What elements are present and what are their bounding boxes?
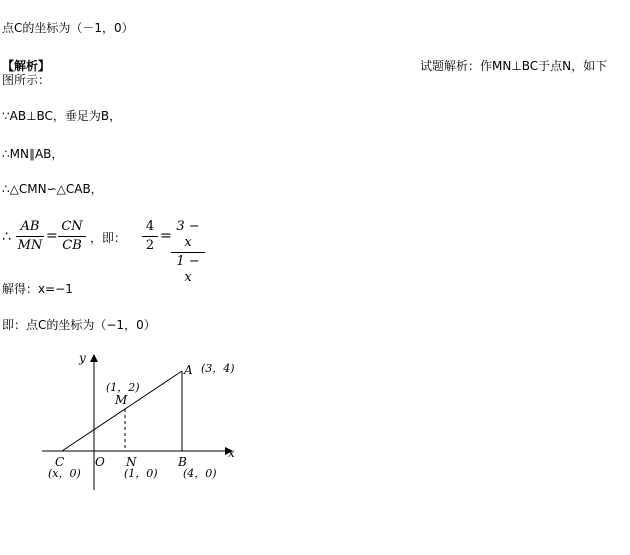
x-axis-label: x <box>228 446 235 460</box>
solution-line: 解得：x=−1 <box>2 282 73 296</box>
point-a-label: A <box>184 363 193 377</box>
conclusion-line: 即：点C的坐标为（−1，0） <box>2 318 156 332</box>
point-m-label: M <box>115 393 128 407</box>
fraction-denominator: MN <box>17 238 43 253</box>
origin-label: O <box>95 455 105 469</box>
point-a-coord: (3，4) <box>201 362 235 375</box>
analysis-heading: 【解析】 <box>2 59 51 73</box>
step-parallel: ∴MN∥AB， <box>2 147 64 161</box>
analysis-intro-cont: 图所示： <box>2 73 51 87</box>
point-b-coord: (4，0) <box>183 467 217 480</box>
therefore-symbol: ∴ <box>2 229 11 245</box>
point-b-label: B <box>178 455 187 469</box>
fraction-numerator: 3 − x <box>176 219 200 250</box>
fraction-denominator: 2 <box>145 238 155 253</box>
point-n-label: N <box>126 455 137 469</box>
point-c-label: C <box>55 455 65 469</box>
equals-sign-2: = <box>160 228 172 244</box>
fraction-denominator: 1 − x <box>176 254 200 285</box>
equals-sign: = <box>46 228 58 244</box>
step-perpendicular: ∵AB⊥BC，垂足为B， <box>2 109 122 123</box>
step-similar: ∴△CMN∽△CAB， <box>2 182 103 196</box>
namely-label: ，即： <box>90 231 127 245</box>
point-m-coord: (1，2) <box>106 381 140 394</box>
point-c-coord: (x，0) <box>48 467 81 480</box>
point-n-coord: (1，0) <box>124 467 158 480</box>
fraction-denominator: CB <box>62 238 82 253</box>
y-axis-label: y <box>79 351 86 365</box>
answer-line: 点C的坐标为（－1，0） <box>2 21 134 35</box>
fraction-numerator: AB <box>20 219 40 234</box>
y-axis-arrow-icon <box>90 354 98 362</box>
fraction-numerator: CN <box>61 219 83 234</box>
fraction-numerator: 4 <box>145 219 155 234</box>
analysis-intro: 试题解析：作MN⊥BC于点N，如下 <box>420 59 608 73</box>
